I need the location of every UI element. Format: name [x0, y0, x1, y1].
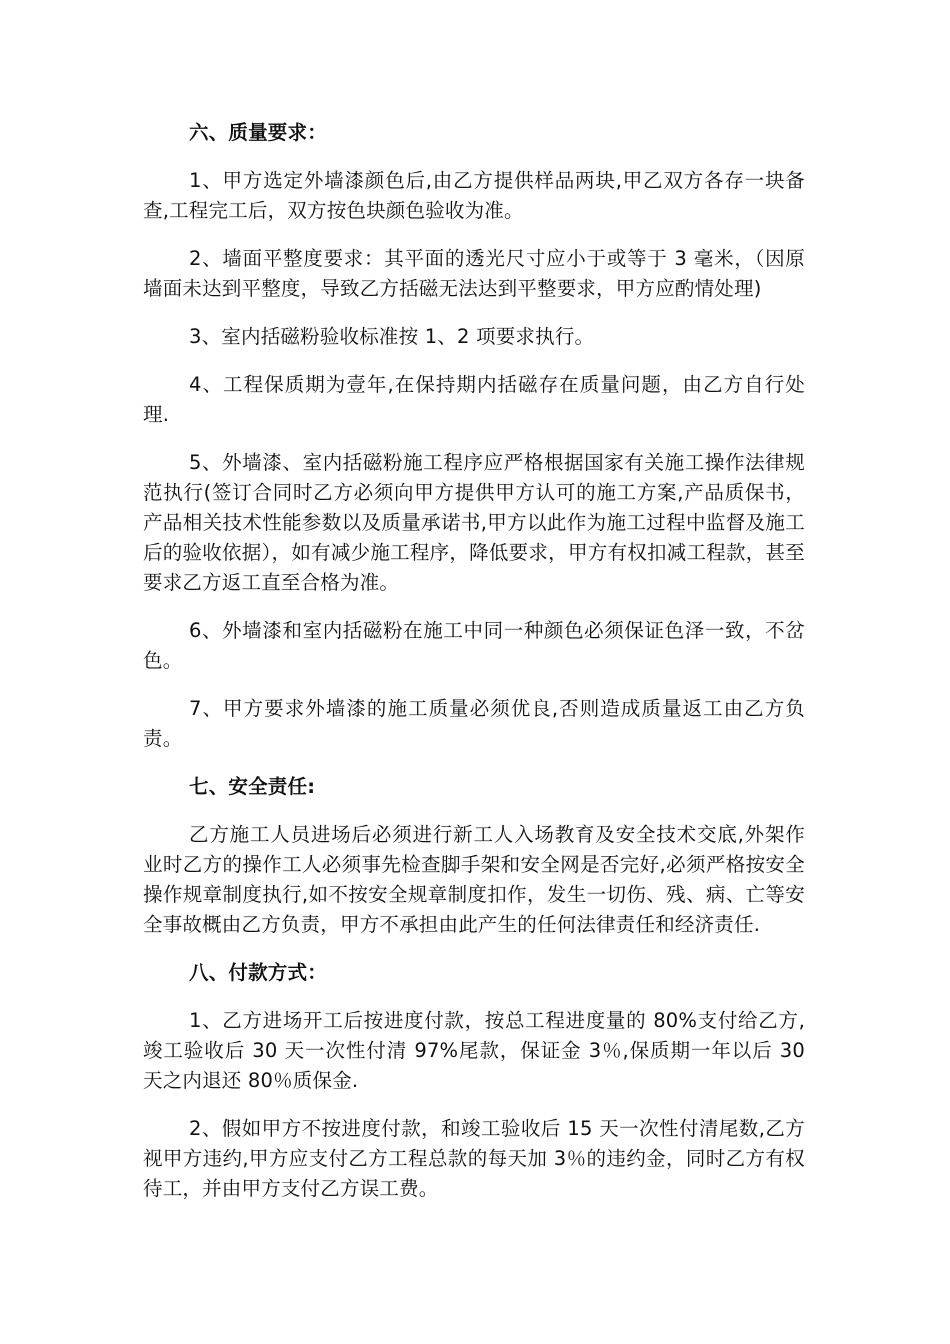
quality-item-6: 6、外墙漆和室内括磁粉在施工中同一种颜色必须保证色泽一致，不岔色。 — [143, 619, 805, 672]
safety-paragraph: 乙方施工人员进场后必须进行新工人入场教育及安全技术交底,外架作业时乙方的操作工人必须事先检查脚手架和安全网是否完好,必须严格按安全操作规章制度执行,如不按安全规章制度扣作，发生一切伤、残、病、亡等安全事故概由乙方负责，甲方不承担由此产生的任何法律责任和经济责任. — [143, 823, 805, 936]
section-heading-safety: 七、安全责任: — [189, 775, 316, 798]
quality-item-1: 1、甲方选定外墙漆颜色后,由乙方提供样品两块,甲乙双方各存一块备查,工程完工后，双方按色块颜色验收为准。 — [143, 169, 805, 222]
quality-item-5: 5、外墙漆、室内括磁粉施工程序应严格根据国家有关施工操作法律规范执行(签订合同时乙方必须向甲方提供甲方认可的施工方案,产品质保书，产品相关技术性能参数以及质量承诺书,甲方以此作为施工过程中监督及施工后的验收依据），如有减少施工程序，降低要求，甲方有权扣减工程款，甚至要求乙方返工直至合格为准。 — [143, 451, 805, 594]
quality-item-3: 3、室内括磁粉验收标准按 1、2 项要求执行。 — [189, 325, 595, 348]
section-heading-payment: 八、付款方式： — [189, 961, 327, 984]
quality-item-2: 2、墙面平整度要求：其平面的透光尺寸应小于或等于 3 毫米，（因原墙面未达到平整度，导致乙方括磁无法达到平整要求，甲方应酌情处理) — [143, 247, 805, 300]
document-body — [143, 118, 805, 1222]
payment-item-2: 2、假如甲方不按进度付款，和竣工验收后 15 天一次性付清尾数,乙方视甲方违约,甲方应支付乙方工程总款的每天加 3％的违约金，同时乙方有权待工，并由甲方支付乙方误工费。 — [143, 1117, 805, 1200]
quality-item-4: 4、工程保质期为壹年,在保持期内括磁存在质量问题，由乙方自行处理. — [143, 373, 805, 426]
quality-item-7: 7、甲方要求外墙漆的施工质量必须优良,否则造成质量返工由乙方负责。 — [143, 697, 805, 750]
payment-item-1: 1、乙方进场开工后按进度付款，按总工程进度量的 80%支付给乙方,竣工验收后 30 天一次性付清 97%尾款，保证金 3％,保质期一年以后 30 天之内退还 80％质保金. — [143, 1009, 805, 1092]
section-heading-quality: 六、质量要求： — [189, 121, 327, 144]
